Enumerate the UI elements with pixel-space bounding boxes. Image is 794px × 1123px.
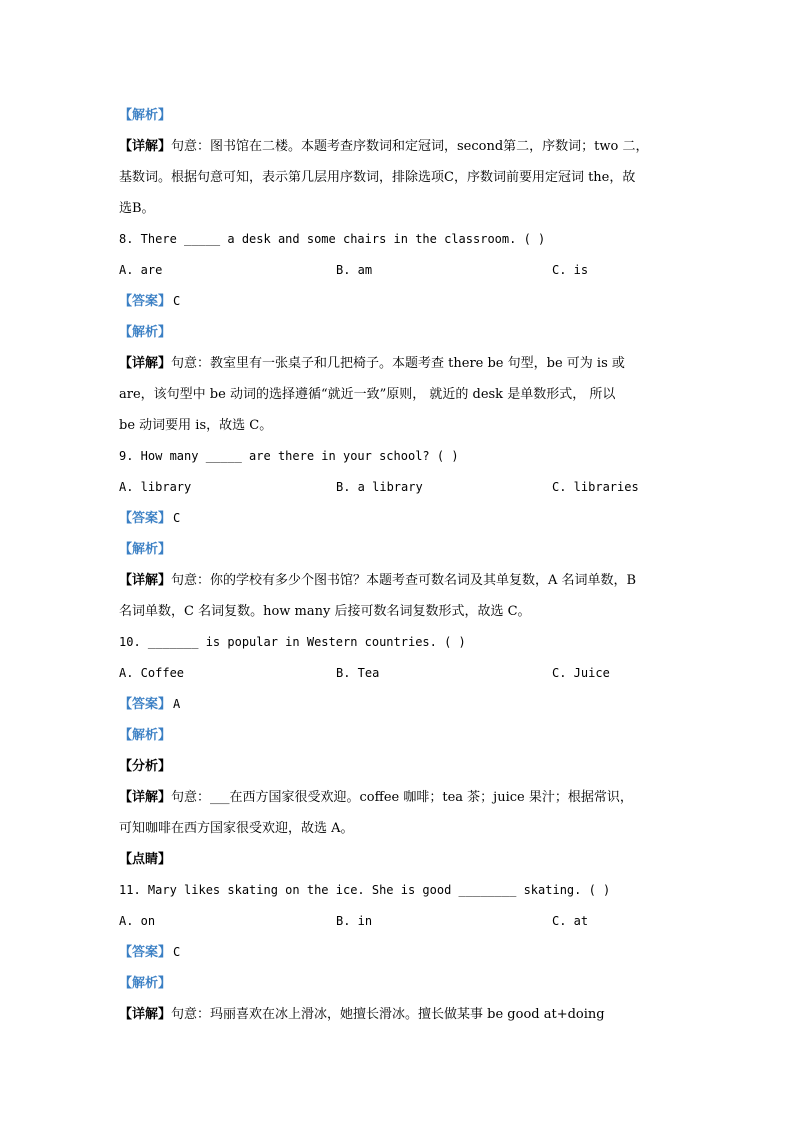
answer-value: C — [173, 945, 181, 959]
q9-detail-line-1 — [119, 565, 679, 596]
q7-analysis-heading — [119, 100, 679, 131]
answer-tag: 【答案】 — [119, 945, 172, 960]
q11-question: 11. Mary likes skating on the ice. She is good ________ skating. ( ) — [119, 883, 611, 897]
option-a: A. library — [119, 480, 192, 494]
detail-text: are，该句型中 be 动词的选择遵循“就近一致”原则， 就近的 desk 是单数形式， 所以 — [119, 387, 616, 402]
answer-value: C — [173, 511, 181, 525]
analysis-tag: 【解析】 — [119, 108, 172, 123]
q10-detail-line-1 — [119, 782, 679, 813]
option-c: C. libraries — [552, 480, 639, 494]
answer-tag: 【答案】 — [119, 294, 172, 309]
analysis-tag: 【解析】 — [119, 542, 172, 557]
q9-question: 9. How many _____ are there in your school? ( ) — [119, 449, 459, 463]
detail-tag: 【详解】 — [119, 139, 172, 154]
q11-options — [119, 906, 679, 937]
analysis-tag: 【解析】 — [119, 728, 172, 743]
q8-analysis-heading — [119, 317, 679, 348]
q8-answer — [119, 286, 679, 317]
q11-analysis-heading — [119, 968, 679, 999]
detail-text: 句意：你的学校有多少个图书馆？本题考查可数名词及其单复数，A 名词单数，B — [171, 573, 637, 588]
detail-text: 选B。 — [119, 201, 155, 216]
q10-question: 10. _______ is popular in Western countries. ( ) — [119, 635, 466, 649]
q11-answer — [119, 937, 679, 968]
q9-options — [119, 472, 679, 503]
analysis-tag: 【解析】 — [119, 976, 172, 991]
option-c: C. is — [552, 263, 589, 277]
detail-text: 句意：教室里有一张桌子和几把椅子。本题考查 there be 句型，be 可为 is 或 — [171, 356, 625, 371]
detail-text: 可知咖啡在西方国家很受欢迎，故选 A。 — [119, 821, 354, 836]
answer-tag: 【答案】 — [119, 697, 172, 712]
q10-dianjing-heading — [119, 844, 679, 875]
q10-analysis-heading — [119, 720, 679, 751]
answer-value: C — [173, 294, 181, 308]
option-b: B. am — [336, 263, 373, 277]
q8-detail-line-2 — [119, 379, 679, 410]
q8-options — [119, 255, 679, 286]
q8-detail-line-1 — [119, 348, 679, 379]
q9-analysis-heading — [119, 534, 679, 565]
q10-detail-line-2 — [119, 813, 679, 844]
option-b: B. Tea — [336, 666, 380, 680]
q7-detail-line-1 — [119, 131, 679, 162]
option-b: B. in — [336, 914, 373, 928]
detail-text: 名词单数，C 名词复数。how many 后接可数名词复数形式，故选 C。 — [119, 604, 531, 619]
detail-tag: 【详解】 — [119, 1007, 172, 1022]
detail-text: 句意：___在西方国家很受欢迎。coffee 咖啡；tea 茶；juice 果汁；根据常识， — [171, 790, 633, 805]
detail-tag: 【详解】 — [119, 573, 172, 588]
detail-tag: 【详解】 — [119, 356, 172, 371]
q9-answer — [119, 503, 679, 534]
q11-detail-line-1 — [119, 999, 679, 1030]
q8-detail-line-3 — [119, 410, 679, 441]
dianjing-tag: 【点睛】 — [119, 852, 172, 867]
document-body — [119, 100, 679, 1030]
q9-detail-line-2 — [119, 596, 679, 627]
q8-question: 8. There _____ a desk and some chairs in the classroom. ( ) — [119, 232, 546, 246]
detail-text: 基数词。根据句意可知，表示第几层用序数词，排除选项C，序数词前要用定冠词 the，故 — [119, 170, 636, 185]
q7-detail-line-2 — [119, 162, 679, 193]
detail-text: be 动词要用 is，故选 C。 — [119, 418, 273, 433]
q10-answer — [119, 689, 679, 720]
option-c: C. Juice — [552, 666, 610, 680]
detail-text: 句意：图书馆在二楼。本题考查序数词和定冠词，second第二，序数词；two 二， — [171, 139, 649, 154]
option-b: B. a library — [336, 480, 423, 494]
option-a: A. are — [119, 263, 163, 277]
q10-options — [119, 658, 679, 689]
option-a: A. on — [119, 914, 156, 928]
detail-tag: 【详解】 — [119, 790, 172, 805]
option-a: A. Coffee — [119, 666, 185, 680]
analysis-tag: 【解析】 — [119, 325, 172, 340]
option-c: C. at — [552, 914, 589, 928]
answer-value: A — [173, 697, 181, 711]
q7-detail-line-3 — [119, 193, 679, 224]
q10-fenxi-heading — [119, 751, 679, 782]
detail-text: 句意：玛丽喜欢在冰上滑冰，她擅长滑冰。擅长做某事 be good at+doing — [171, 1007, 605, 1022]
fenxi-tag: 【分析】 — [119, 759, 172, 774]
answer-tag: 【答案】 — [119, 511, 172, 526]
